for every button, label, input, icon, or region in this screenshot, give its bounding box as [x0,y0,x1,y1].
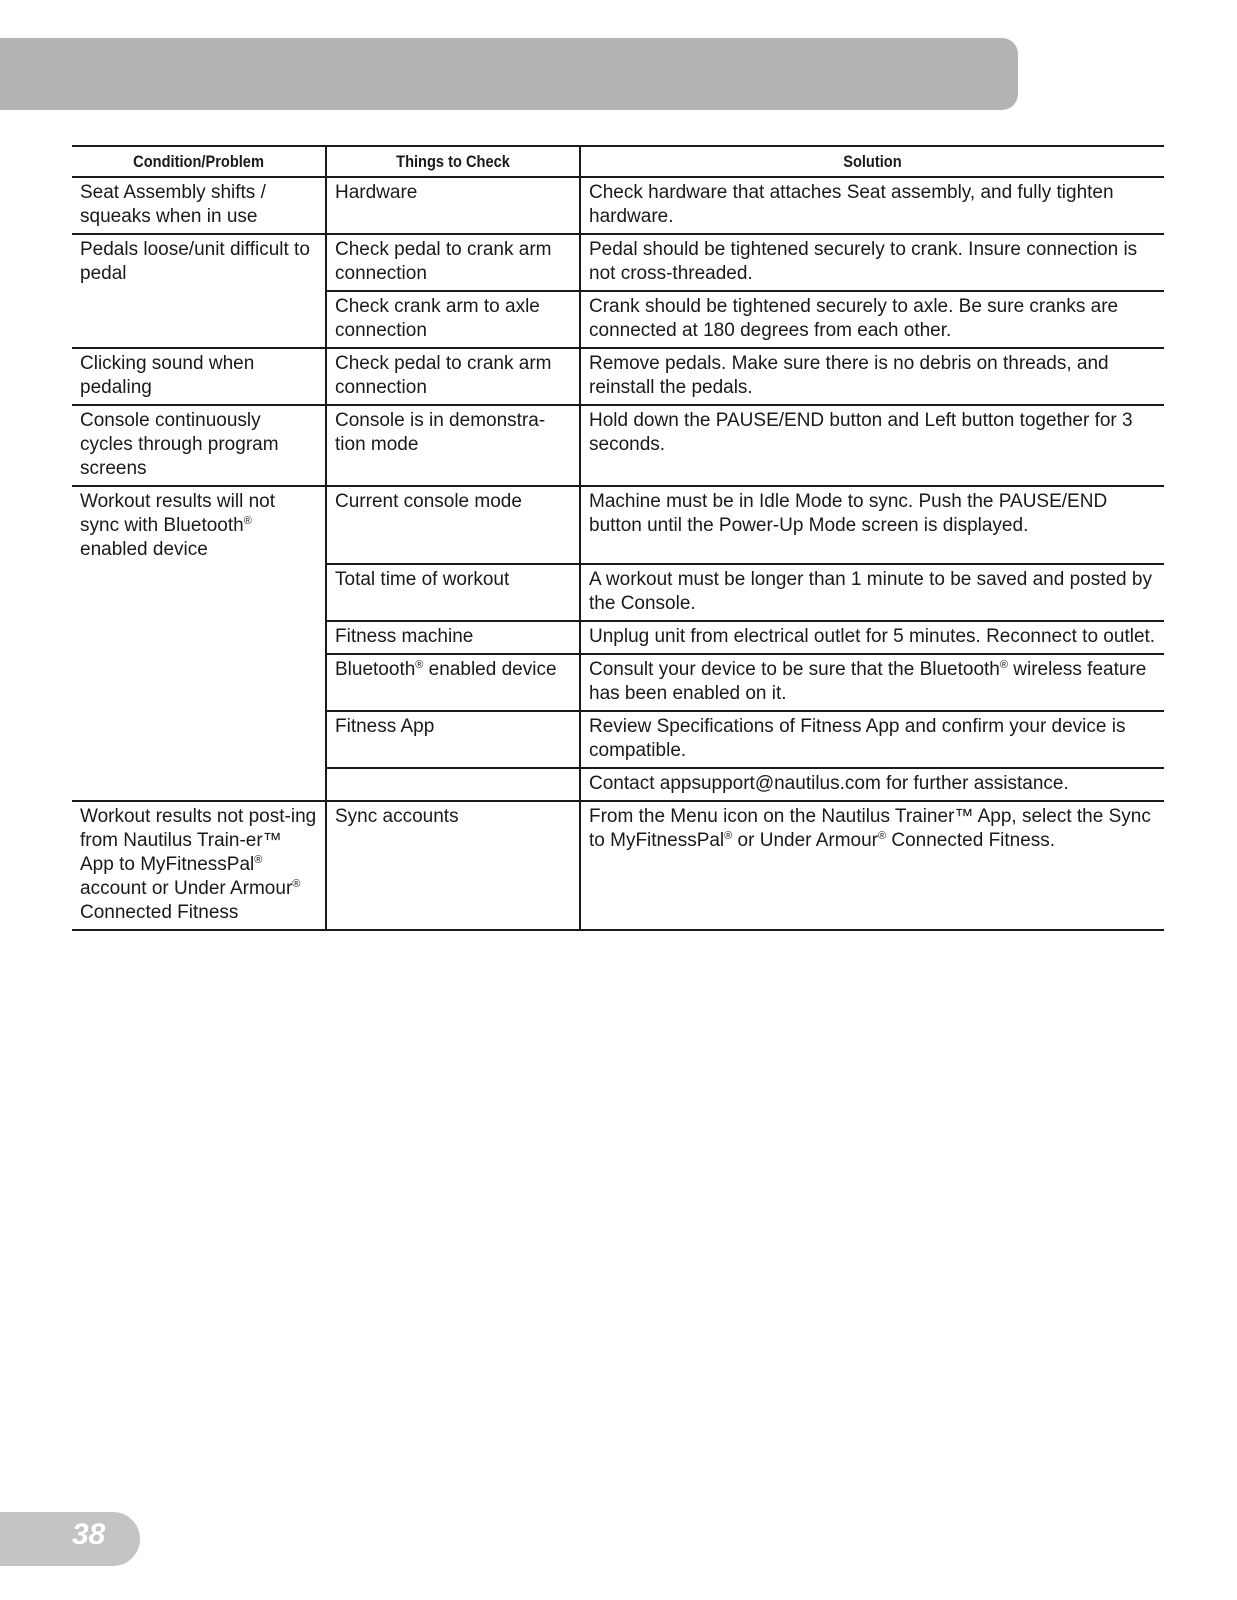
solution-cell: A workout must be longer than 1 minute to be saved and posted by the Console. [580,564,1164,621]
solution-cell: Hold down the PAUSE/END button and Left button together for 3 seconds. [580,405,1164,486]
check-cell: Check pedal to crank arm connection [326,234,580,291]
check-cell: Hardware [326,177,580,234]
check-cell: Current console mode [326,486,580,564]
header-condition: Condition/Problem [90,146,308,177]
header-solution: Solution [621,146,1123,177]
solution-text: Connected Fitness. [886,830,1056,851]
page-number: 38 [72,1518,106,1551]
registered-mark: ® [878,830,887,842]
check-cell: Console is in demonstra-tion mode [326,405,580,486]
solution-text: Consult your device to be sure that the Bluetooth [589,659,1000,680]
header-bar [0,38,1018,110]
condition-cell: Clicking sound when pedaling [72,348,326,405]
solution-cell: Crank should be tightened securely to axle. Be sure cranks are connected at 180 degrees from each other. [580,291,1164,348]
condition-cell [72,486,326,801]
troubleshooting-table [72,145,1164,931]
condition-cell [72,801,326,930]
table-header-row [72,146,1164,177]
check-cell: Total time of workout [326,564,580,621]
check-text: enabled device [423,659,557,680]
solution-cell: Remove pedals. Make sure there is no debris on threads, and reinstall the pedals. [580,348,1164,405]
condition-text: Connected Fitness [80,902,239,923]
registered-mark: ® [243,515,252,527]
condition-text: account or Under Armour [80,878,293,899]
condition-text: Workout results will not sync with Bluetooth [80,491,275,536]
registered-mark: ® [415,659,424,671]
header-things-to-check: Things to Check [344,146,562,177]
solution-cell: Contact appsupport@nautilus.com for further assistance. [580,768,1164,801]
solution-text: or Under Armour [732,830,878,851]
check-cell: Sync accounts [326,801,580,930]
condition-cell: Console continuously cycles through program screens [72,405,326,486]
condition-cell: Seat Assembly shifts / squeaks when in use [72,177,326,234]
table-row [72,405,1164,486]
check-cell [326,768,580,801]
solution-cell [580,654,1164,711]
solution-cell: Unplug unit from electrical outlet for 5 minutes. Reconnect to outlet. [580,621,1164,654]
solution-text: From the Menu icon on the Nautilus Trainer™ App, select the Sync to MyFitnessPal [589,806,1151,851]
condition-text: enabled device [80,539,208,560]
table-row [72,801,1164,930]
check-cell: Check crank arm to axle connection [326,291,580,348]
solution-text: wireless feature has been enabled on it. [589,659,1147,704]
page-number-tab [0,1512,140,1566]
condition-cell: Pedals loose/unit difficult to pedal [72,234,326,348]
registered-mark: ® [292,878,301,890]
check-cell: Fitness machine [326,621,580,654]
check-text: Bluetooth [335,659,416,680]
check-cell: Fitness App [326,711,580,768]
solution-cell: Machine must be in Idle Mode to sync. Push the PAUSE/END button until the Power-Up Mode screen is displayed. [580,486,1164,564]
check-cell: Check pedal to crank arm connection [326,348,580,405]
condition-text: Workout results not post-ing from Nautilus Train-er™ App to MyFitnessPal [80,806,317,875]
solution-cell: Review Specifications of Fitness App and confirm your device is compatible. [580,711,1164,768]
registered-mark: ® [724,830,733,842]
solution-cell: Check hardware that attaches Seat assembly, and fully tighten hardware. [580,177,1164,234]
table-row [72,177,1164,234]
table-row [72,486,1164,564]
registered-mark: ® [999,659,1008,671]
check-cell [326,654,580,711]
solution-cell: Pedal should be tightened securely to crank. Insure connection is not cross-threaded. [580,234,1164,291]
solution-cell [580,801,1164,930]
table-row [72,348,1164,405]
table-row [72,234,1164,291]
registered-mark: ® [254,854,263,866]
